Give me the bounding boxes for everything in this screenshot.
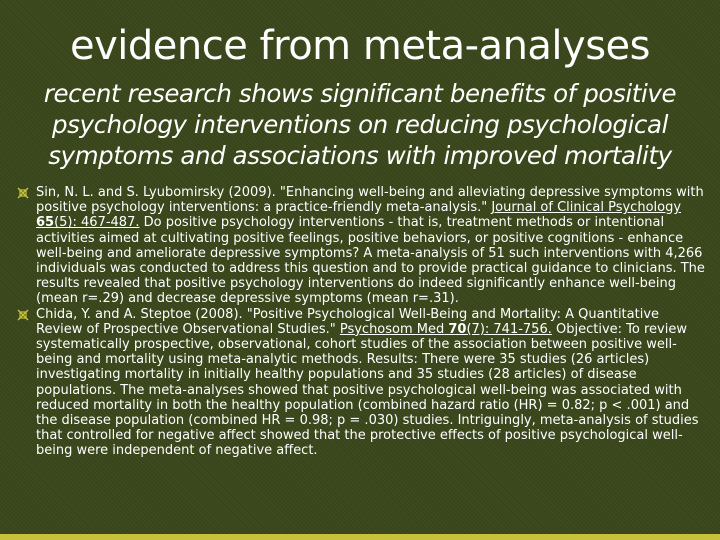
reference-summary: Do positive psychology interventions - that is, treatment methods or intentional activities aimed at cultivating positive feelings, positive behaviors, or positive cognitions - enhance well-being and ameliorate depressive symptoms? A meta-analysis of 51 such interventions with 4,266 individuals was conducted to address this question and to provide practical guidance to clinicians. The results revealed that positive psychology interventions do indeed significantly enhance well-being (mean r=.29) and decrease depressive symptoms (mean r=.31). [36,215,705,307]
journal-volume: 70 [448,321,467,337]
slide-subtitle: recent research shows significant benefits of positive psychology interventions on reducing psychological symptoms and associations with improved mortality [43,79,677,170]
reference-summary: Objective: To review systematically prospective, observational, cohort studies of the association between positive well-being and mortality using meta-analytic methods. Results: There were 35 studies (26 articles) investigating mortality in initially healthy populations and 35 studies (28 articles) of disease populations. The meta-analyses showed that positive psychological well-being was associated with reduced mortality in both the healthy population (combined hazard ratio (HR) = 0.82; p < .001) and the disease population (combined HR = 0.98; p = .030) studies. Intriguingly, meta-analysis of studies that controlled for negative affect showed that the protective effects of positive psychological well-being were independent of negative affect. [36,321,699,459]
reference-citation: Sin, N. L. and S. Lyubomirsky (2009). "Enhancing well-being and alleviating depressive symptoms with positive psychology interventions: a practice-friendly meta-analysis." [36,185,704,216]
flourish-bullet-icon [16,186,30,200]
accent-bar [0,534,720,540]
reference-item [16,307,708,459]
reference-item [16,185,708,307]
journal-volume: 65 [36,215,55,231]
slide-title: evidence from meta-analyses [69,23,650,69]
journal-issue-pages: (5): 467-487. [54,215,140,231]
journal-name: Psychosom Med 70(7): 741-756. [339,321,552,337]
flourish-bullet-icon [16,308,30,322]
reference-list [16,185,708,459]
journal-issue-pages: (7): 741-756. [466,321,552,337]
reference-citation: Chida, Y. and A. Steptoe (2008). "Positive Psychological Well-Being and Mortality: A Quantitative Review of Prospective Observational Studies." [36,306,660,337]
journal-name: Journal of Clinical Psychology 65(5): 467-487. [36,200,682,231]
